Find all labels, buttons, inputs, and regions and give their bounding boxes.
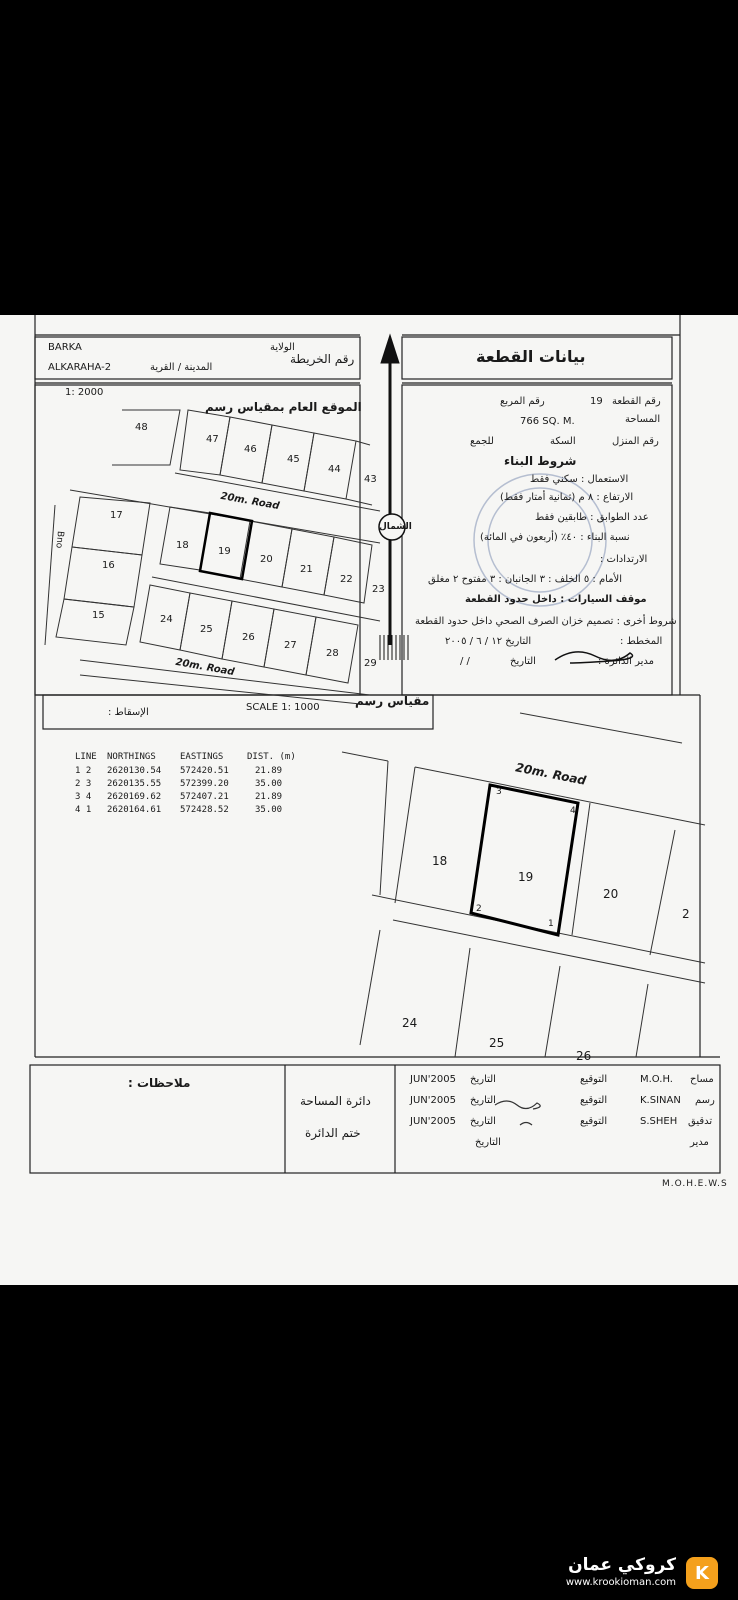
area-value: 766 SQ. M. xyxy=(520,416,575,427)
table-row-dist: 35.00 xyxy=(255,805,283,815)
coords-header-dist: DIST. (m) xyxy=(247,752,296,762)
setbacks-label: الارتدادات : xyxy=(600,554,648,565)
map-plot-45: 45 xyxy=(287,454,300,465)
brand-watermark xyxy=(488,1555,718,1591)
map-plot-16: 16 xyxy=(102,560,115,571)
dept-seal: ختم الدائرة xyxy=(305,1126,361,1140)
map-plot-48: 48 xyxy=(135,422,148,433)
table-row-dist: 35.00 xyxy=(255,779,283,789)
table-row-dist: 21.89 xyxy=(255,766,283,776)
footer-date-label: التاريخ xyxy=(470,1074,496,1085)
detail-plot-20: 20 xyxy=(603,887,619,901)
footer-sig-label: التوقيع xyxy=(580,1095,608,1106)
map-plot-23: 23 xyxy=(372,584,385,595)
map-plot-24: 24 xyxy=(160,614,173,625)
map-plot-44: 44 xyxy=(328,464,341,475)
corner-4: 4 xyxy=(570,806,576,816)
corner-1: 1 xyxy=(548,919,554,929)
footer-role: مدير xyxy=(690,1137,709,1148)
detail-plot-24: 24 xyxy=(402,1016,418,1030)
table-row-northing: 2620135.55 xyxy=(107,779,162,789)
footer-sig-label: التوقيع xyxy=(580,1074,608,1085)
coords-header-eastings: EASTINGS xyxy=(180,752,224,762)
plot-number-label: رقم القطعة xyxy=(612,396,661,407)
coords-header-northings: NORTHINGS xyxy=(107,752,156,762)
detail-plot-partial: 2 xyxy=(682,907,690,921)
coverage-line: نسبة البناء : ٤٠٪ (أربعون في المائة) xyxy=(480,532,630,543)
corner-2: 2 xyxy=(476,904,482,914)
footer-date-label: التاريخ xyxy=(470,1095,496,1106)
brand-url: www.krookioman.com xyxy=(565,1577,676,1588)
footer-role: تدقيق xyxy=(688,1116,713,1127)
location-side-label: Bno xyxy=(53,530,65,549)
town-value: ALKARAHA-2 xyxy=(48,362,112,373)
footer-date: JUN'2005 xyxy=(410,1095,456,1106)
table-row-line: 2 3 xyxy=(75,779,92,789)
brand-name: كروكي عمان xyxy=(568,1555,676,1575)
house-label: رقم المنزل xyxy=(612,436,659,447)
table-row-line: 3 4 xyxy=(75,792,92,802)
plot-number-value: 19 xyxy=(590,396,603,407)
sector-label: السكة xyxy=(550,436,576,447)
map-plot-28: 28 xyxy=(326,648,339,659)
map-plot-43: 43 xyxy=(364,474,377,485)
detail-plot-26: 26 xyxy=(576,1049,592,1063)
building-conditions-title: شروط البناء xyxy=(504,454,577,468)
survey-document xyxy=(0,315,738,1285)
table-row-northing: 2620169.62 xyxy=(107,792,162,802)
footer-sig-label: التوقيع xyxy=(580,1116,608,1127)
use-line: الاستعمال : سكني فقط xyxy=(530,474,629,485)
footer-name: K.SINAN xyxy=(640,1095,681,1106)
map-plot-25: 25 xyxy=(200,624,213,635)
map-plot-27: 27 xyxy=(284,640,297,651)
wilaya-label: الولاية xyxy=(270,342,295,353)
height-line: الارتفاع : ٨ م (ثمانية أمتار فقط) xyxy=(500,492,634,503)
director-date: / / xyxy=(460,656,470,667)
detail-plot-25: 25 xyxy=(489,1036,505,1050)
projection-label: الإسقاط : xyxy=(108,707,149,718)
footer-date-label: التاريخ xyxy=(470,1116,496,1127)
detail-plot-18: 18 xyxy=(432,854,448,868)
coords-header-line: LINE xyxy=(75,752,97,762)
floors-line: عدد الطوابق : طابقين فقط xyxy=(535,512,649,523)
location-map-scale: 1: 2000 xyxy=(65,387,104,398)
director-date-label: التاريخ xyxy=(510,656,536,667)
map-plot-20: 20 xyxy=(260,554,273,565)
map-plot-22: 22 xyxy=(340,574,353,585)
table-row-northing: 2620130.54 xyxy=(107,766,162,776)
map-plot-15: 15 xyxy=(92,610,105,621)
wilaya-value: BARKA xyxy=(48,342,82,353)
map-plot-46: 46 xyxy=(244,444,257,455)
map-plot-19: 19 xyxy=(218,546,231,557)
table-row-easting: 572407.21 xyxy=(180,792,229,802)
corner-3: 3 xyxy=(496,787,502,797)
table-row-dist: 21.89 xyxy=(255,792,283,802)
brand-logo-letter: K xyxy=(695,1562,709,1584)
agency-code: M.O.H.E.W.S xyxy=(662,1179,728,1189)
footer-date: JUN'2005 xyxy=(410,1074,456,1085)
footer-name: M.O.H. xyxy=(640,1074,673,1085)
table-row-line: 1 2 xyxy=(75,766,92,776)
map-plot-21: 21 xyxy=(300,564,313,575)
table-row-easting: 572399.20 xyxy=(180,779,229,789)
map-plot-17: 17 xyxy=(110,510,123,521)
location-road-label-top: 20m. Road xyxy=(219,490,281,513)
table-row-northing: 2620164.61 xyxy=(107,805,162,815)
footer-name: S.SHEH xyxy=(640,1116,678,1127)
complex-label: للجمع xyxy=(470,436,494,447)
detail-scale-ar: مقياس رسم xyxy=(355,694,430,708)
map-plot-29: 29 xyxy=(364,658,377,669)
location-map-title: الموقع العام بمقياس رسم xyxy=(205,400,362,414)
parking-line: موقف السيارات : داخل حدود القطعة xyxy=(465,594,647,605)
map-plot-26: 26 xyxy=(242,632,255,643)
table-row-easting: 572420.51 xyxy=(180,766,229,776)
location-road-label-bottom: 20m. Road xyxy=(174,656,236,679)
detail-plot-19: 19 xyxy=(518,870,534,884)
table-row-easting: 572428.52 xyxy=(180,805,229,815)
planner-date: التاريخ ١٢ / ٦ / ٢٠٠٥ xyxy=(445,636,532,647)
town-label: المدينة / القرية xyxy=(150,362,213,373)
director-line: مدير الدائرة : xyxy=(598,656,655,667)
notes-label: ملاحظات : xyxy=(128,1076,191,1090)
map-number-label: رقم الخريطة xyxy=(290,352,355,366)
map-plot-18: 18 xyxy=(176,540,189,551)
footer-role: رسم xyxy=(695,1095,715,1106)
plot-data-title: بيانات القطعة xyxy=(476,347,586,366)
north-label: الشمال xyxy=(379,522,412,532)
detail-road-label: 20m. Road xyxy=(514,760,588,788)
footer-role: مساح xyxy=(690,1074,714,1085)
planner-line: المخطط : xyxy=(620,636,663,647)
other-conditions-line: شروط أخرى : تصميم خزان الصرف الصحي داخل حدود القطعة xyxy=(415,616,677,627)
brand-logo-icon xyxy=(686,1557,718,1589)
footer-date-label: التاريخ xyxy=(475,1137,501,1148)
footer-date: JUN'2005 xyxy=(410,1116,456,1127)
block-label: رقم المربع xyxy=(500,396,545,407)
detail-scale: SCALE 1: 1000 xyxy=(246,702,320,713)
map-plot-47: 47 xyxy=(206,434,219,445)
table-row-line: 4 1 xyxy=(75,805,92,815)
setbacks-line: الأمام : ٥ الخلف : ٣ الجانبان : ٣ مفتوح ٢ مغلق xyxy=(428,574,623,585)
area-label: المساحة xyxy=(625,414,661,425)
survey-dept: دائرة المساحة xyxy=(300,1094,371,1108)
